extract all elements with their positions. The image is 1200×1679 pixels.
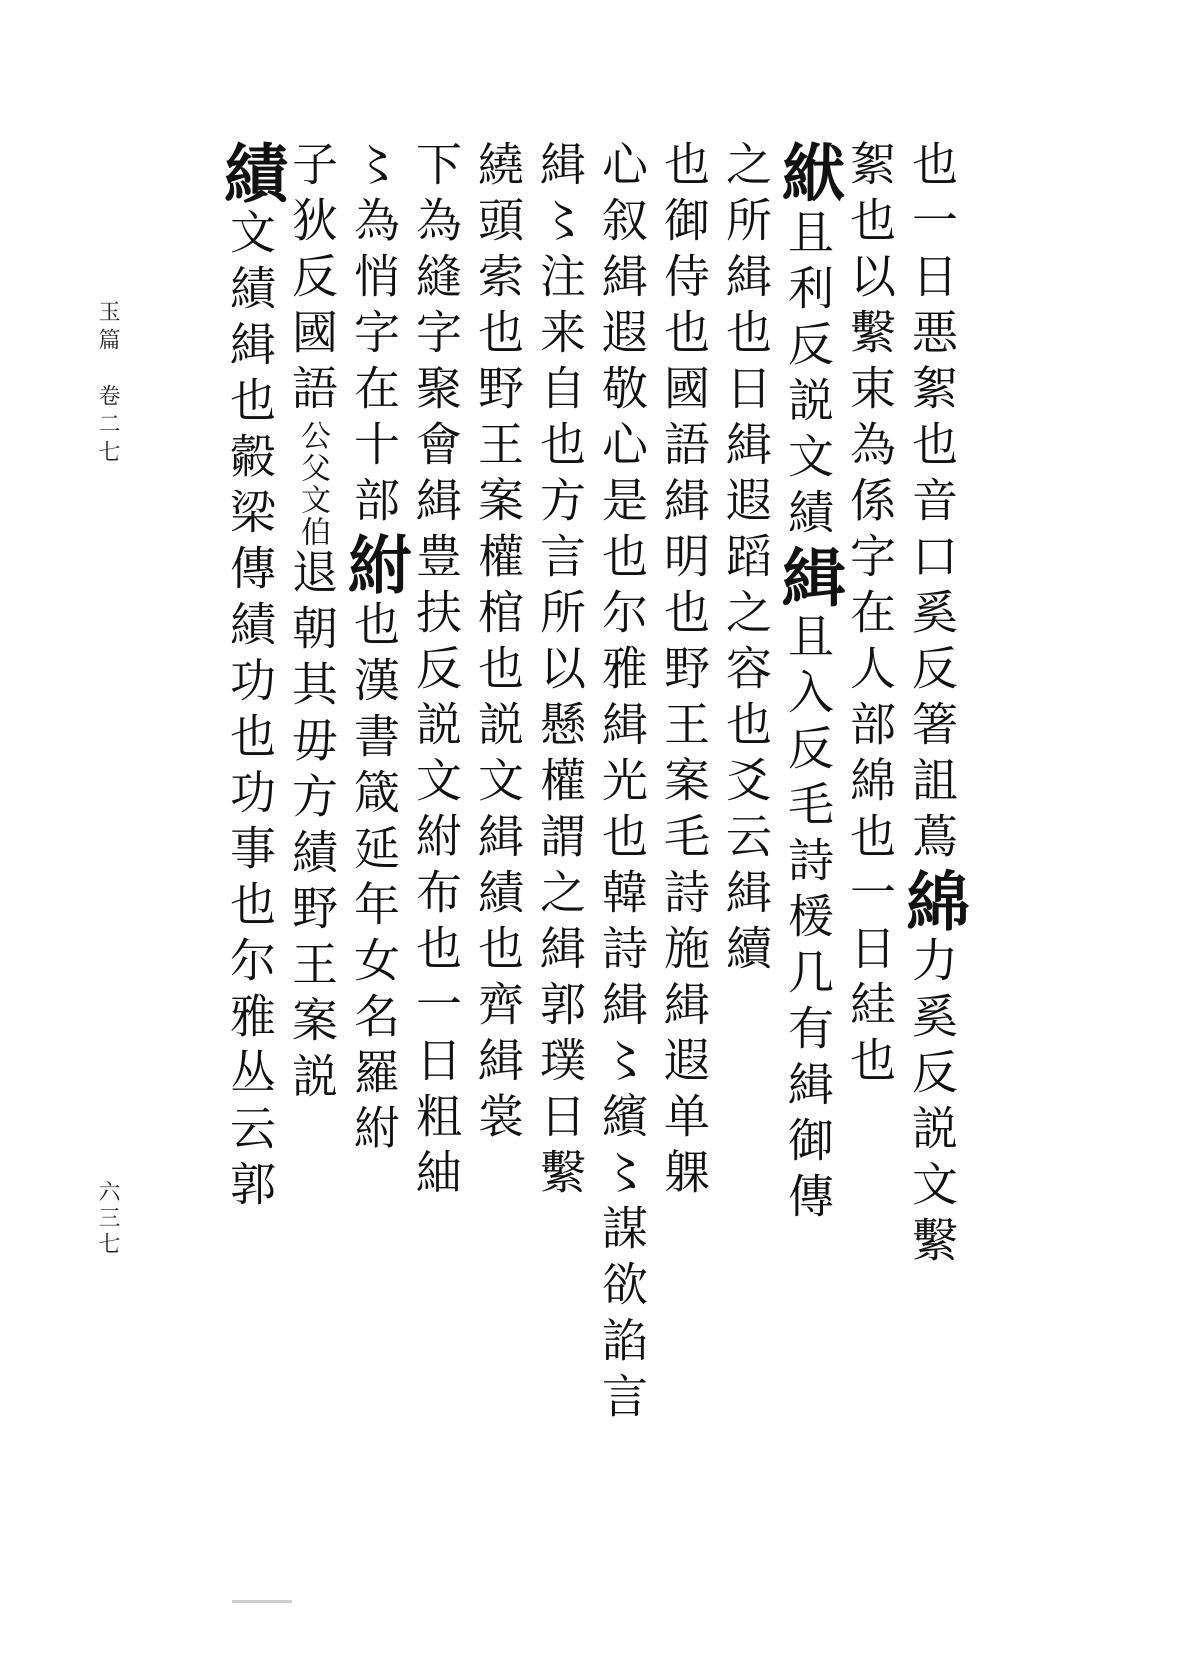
- text-column: [404, 140, 468, 1204]
- text-segment: 之所緝也: [719, 140, 773, 364]
- text-segment: 注: [533, 252, 587, 308]
- text-column: [652, 140, 716, 1204]
- text-segment: 〻為悄字在十部: [347, 140, 401, 532]
- text-segment: 也漢書箴延年女名羅紨: [347, 600, 401, 1160]
- text-column: [838, 140, 902, 1092]
- text-segment: 也一日悪絮也音口奚反箸詛蔦: [905, 140, 959, 868]
- headword: 緝: [771, 544, 846, 612]
- text-segment: 繞頭索也野王案權棺也説文緝績也齊緝裳: [471, 140, 525, 1148]
- text-column: [714, 140, 778, 980]
- text-segment: 且入反毛詩楥几有緝御傳: [781, 612, 835, 1228]
- text-column: [590, 140, 654, 1428]
- text-segment: 文績緝也㲉梁傳績功也功事也尔雅丛云郭: [223, 208, 277, 1216]
- book-title: 玉篇 卷二七: [95, 300, 120, 468]
- text-segment: 豊扶反説文紨布也一日粗紬: [409, 532, 463, 1204]
- text-column: [280, 140, 344, 1108]
- text-column: [528, 140, 592, 1204]
- text-segment: 力奚反説文繫: [905, 936, 959, 1272]
- text-segment: 日緝遐蹈之容也爻云緝續: [719, 364, 773, 980]
- headword: 績: [213, 140, 288, 208]
- text-column: [466, 140, 530, 1148]
- text-column: [771, 140, 846, 1228]
- text-column: [213, 140, 288, 1216]
- text-segment: 退朝其毋方績野王案説: [285, 548, 339, 1108]
- text-segment: 子狄反國語: [285, 140, 339, 420]
- text-segment: 也: [657, 140, 711, 196]
- text-segment: 来自也方言所以懸權謂之緝郭璞日繫: [533, 308, 587, 1204]
- headword: 紨: [337, 532, 412, 600]
- text-segment: 絮也以繫束為係字在人部: [843, 140, 897, 756]
- text-segment: 且利反説文績: [781, 208, 835, 544]
- text-segment: 心叙緝遐敬心是也尔雅緝: [595, 140, 649, 756]
- headword: 綿: [895, 868, 970, 936]
- page-number: 六三七: [95, 1180, 120, 1258]
- text-segment: 御: [657, 196, 711, 252]
- headword: 絥: [771, 140, 846, 208]
- text-column: [337, 140, 412, 1160]
- small-annotation: 公父文伯: [295, 420, 330, 548]
- text-segment: 綿也一日絓也: [843, 756, 897, 1092]
- text-segment: 光也韓詩緝〻繽〻謀欲諂言: [595, 756, 649, 1428]
- text-segment: 侍也國語緝明也野王案毛詩施緝遐单躶: [657, 252, 711, 1204]
- text-segment: 下為縫字聚會緝: [409, 140, 463, 532]
- scan-mark: [232, 1600, 292, 1603]
- text-column: [895, 140, 970, 1272]
- text-segment: 緝〻: [533, 140, 587, 252]
